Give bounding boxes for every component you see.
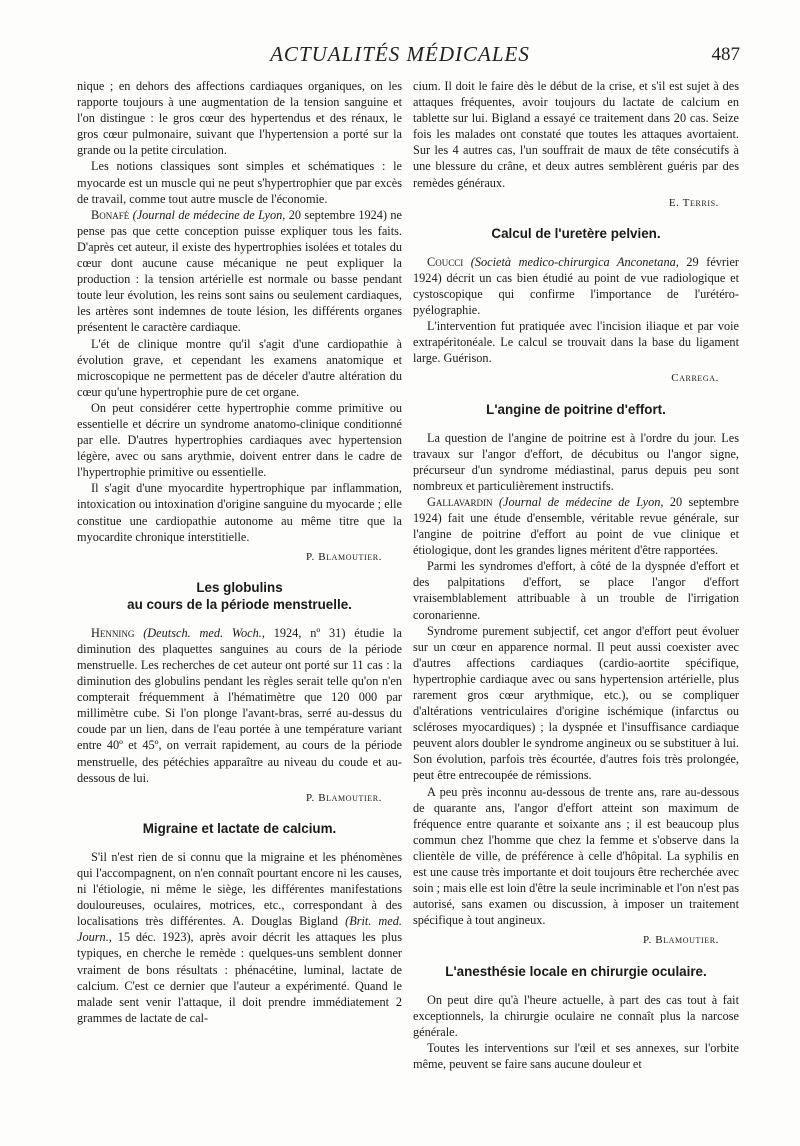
author-signature: P. Blamoutier. — [643, 934, 719, 947]
paragraph — [77, 849, 402, 1026]
paragraph — [77, 625, 402, 786]
source-citation: (Brit. med. Journ., — [77, 914, 402, 945]
source-citation: (Journal de médecine de Lyon, — [132, 207, 286, 222]
paragraph: Toutes les interventions sur l'œil et ses annexes, sur l'orbite même, peuvent se faire sans aucune douleur et — [413, 1040, 739, 1071]
page-number: 487 — [711, 44, 740, 65]
paragraph-text: 20 septembre 1924) ne pense pas que cette conception puisse expliquer tous les faits. D'après cet auteur, il existe des hypertrophies isolées et totales du cœur dont aucune cause mécanique ne peut expliquer la production : la tension artérielle est normale ou basse pendant toute leur évolution, les reins sont sains ou seulement cardiaques, les artères sont indemnes de toute lésion, les différents organes présentent le caractère cardiaque. — [77, 207, 402, 335]
article-title: L'angine de poitrine d'effort. — [486, 401, 666, 417]
left-column — [77, 78, 402, 1026]
author-signature: P. Blamoutier. — [306, 550, 382, 563]
paragraph-text: 29 février 1924) décrit un cas bien étudié au point de vue radiologique et cystoscopique qui confirme l'importance de l'urétéro-pyélographie. — [413, 254, 739, 318]
article-title-line: Les globulins — [196, 579, 283, 595]
paragraph: On peut dire qu'à l'heure actuelle, à part des cas tout à fait exceptionnels, la chirurgie oculaire ne connaît plus la narcose générale. — [413, 992, 739, 1039]
paragraph: nique ; en dehors des affections cardiaques organiques, on les rapporte toujours à une augmentation de la tension sanguine et l'on distingue : le gros cœur des hypertendus et des rénaux, le gros cœur pulmonaire, suivant que l'hypertension a porté sur la grande ou la petite circulation. — [77, 79, 402, 158]
paragraph: cium. Il doit le faire dès le début de la crise, et s'il est sujet à des attaques fréquentes, avoir toujours du lactate de calcium en tablette sur lui. Bigland a essayé ce traitement dans 20 cas. Seize fois les malades ont constaté que toutes les attaques avortaient. Sur les 4 autres cas, l'un souffrait de maux de tête consécutifs à une blessure du crâne, et deux autres semblèrent guéris par des remèdes généraux. — [413, 79, 739, 190]
paragraph: Il s'agit d'une myocardite hypertrophique par inflammation, intoxication ou intoxination d'origine sanguine du myocarde ; elle constitue une cardiopathie autonome au même titre que la myocardite chronique interstitielle. — [77, 481, 402, 544]
paragraph — [77, 207, 402, 336]
paragraph-text: 20 septembre 1924) fait une étude d'ensemble, véritable revue générale, sur l'angine de poitrine d'effort au point de vue clinique et étiologique, dont les grandes lignes méritent d'être rapportées. — [413, 494, 740, 558]
article-title — [77, 579, 402, 613]
paragraph: L'intervention fut pratiquée avec l'incision iliaque et par voie extrapéritonéale. Le calcul se trouvait dans la base du ligament large. Guérison. — [413, 319, 739, 366]
article-title: Migraine et lactate de calcium. — [142, 820, 337, 836]
paragraph: Syndrome purement subjectif, cet angor d'effort peut évoluer sur un cœur en apparence normal. Il peut aussi coexister avec d'autres affections cardiaques (cardio-aortite spécifique, hypertrophie cardiaque avec ou sans hypertension artérielle, plus rarement gros cœur arythmique, etc.), ou se compliquer d'altérations ventriculaires d'origine ischémique (infarctus ou scléroses myocardiques) ; la dyspnée et l'insuffisance cardiaque peuvent alors doubler le syndrome angineux ou se substituer à lui. Son évolution, parfois très écourtée, d'autres fois très prolongée, peut être entrecoupée de rémissions. — [413, 623, 739, 783]
paragraph — [413, 494, 739, 558]
paragraph-text: 15 déc. 1923), après avoir décrit les attaques les plus typiques, en cherche le remède : quelques-uns semblent donner vraiment de bons résultats : phénacétine, luminal, lactate de calcium. C'est ce dernier que l'auteur a expérimenté. Quand le malade sent venir l'attaque, il doit prendre immédiatement 2 grammes de lactate de cal- — [77, 930, 402, 1025]
paragraph: La question de l'angine de poitrine est à l'ordre du jour. Les travaux sur l'angor d'effort, de décubitus ou l'angor signe, précurseur d'un syndrome médiastinal, parus depuis peu sont nombreux et particulièrement instructifs. — [413, 430, 739, 493]
source-citation: (Deutsch. med. Woch., — [143, 625, 265, 640]
paragraph: Les notions classiques sont simples et schématiques : le myocarde est un muscle qui ne peut s'hypertrophier que par excès de travail, comme tout autre muscle de l'économie. — [77, 159, 402, 206]
source-citation: (Journal de médecine de Lyon, — [498, 494, 664, 509]
paragraph: L'ét de clinique montre qu'il s'agit d'une cardiopathie à évolution grave, et cependant les examens anatomique et microscopique ne permettent pas de déceler d'autre altération du cœur qu'une hypertrophie pure de cet organe. — [77, 336, 402, 399]
article-title-line: au cours de la période menstruelle. — [127, 596, 352, 612]
author-name: Coucci — [427, 254, 464, 269]
article-title: Calcul de l'uretère pelvien. — [491, 225, 661, 241]
author-name: Bonafé — [91, 207, 130, 222]
paragraph: On peut considérer cette hypertrophie comme primitive ou essentielle et décrire un syndrome anatomo-clinique conditionné par elle. D'autres hypertrophies cardiaques avec hypertension légère, avec ou sans arythmie, doivent entrer dans le cadre de l'hypertrophie primitive ou essentielle. — [77, 400, 402, 480]
paragraph — [413, 254, 739, 318]
paragraph-text: S'il n'est rien de si connu que la migraine et les phénomènes qui l'accompagnent, on n'en connaît pourtant encore ni les causes, ni l'étiologie, ni même le siège, les différentes manifestations douloureuses, oculaires, motrices, etc., correspondant à des localisations très différentes. A. Douglas Bigland — [77, 849, 402, 929]
paragraph-text: 1924, nº 31) étudie la diminution des plaquettes sanguines au cours de la période menstruelle. Les recherches de cet auteur ont porté sur 11 cas : la diminution des globulins pendant les règles serait telle qu'on n'en compterait fréquemment à l'hématimètre que 120 000 par millimètre cube. Si l'on plonge l'avant-bras, serré au-dessus du coude par un lien, dans de l'eau portée à une température variant entre 40º et 45º, on verrait rapidement, au cours de la période menstruelle, des pétéchies apparaître au niveau du coude et au-dessous de lui. — [77, 625, 402, 785]
author-name: Gallavardin — [427, 494, 493, 509]
author-signature: Carrega. — [671, 372, 719, 385]
running-title: ACTUALITÉS MÉDICALES — [270, 42, 530, 66]
author-signature: E. Terris. — [668, 196, 719, 209]
right-column — [413, 78, 739, 1072]
paragraph: A peu près inconnu au-dessous de trente ans, rare au-dessous de quarante ans, l'angor d'effort atteint son maximum de fréquence entre quarante et soixante ans ; il est beaucoup plus commun chez l'homme que chez la femme et s'observe dans la clientèle de ville, de préférence à celle d'hôpital. La syphilis en est une cause très importante et doit toujours être recherchée avec soin ; mais elle est loin d'être la seule incriminable et l'on n'est pas autorisé, sans examen ou discussion, à imposer un traitement spécifique à tout angineux. — [413, 784, 739, 928]
author-signature: P. Blamoutier. — [306, 791, 382, 804]
running-head — [0, 42, 800, 72]
paragraph: Parmi les syndromes d'effort, à côté de la dyspnée d'effort et des palpitations d'effort, se place l'angor d'effort vraisemblablement attribuable à un trouble de l'irrigation coronarienne. — [413, 559, 739, 622]
article-title: L'anesthésie locale en chirurgie oculaire. — [445, 963, 707, 979]
author-name: Henning — [91, 625, 135, 640]
source-citation: (Società medico-chirurgica Anconetana, — [470, 254, 679, 269]
